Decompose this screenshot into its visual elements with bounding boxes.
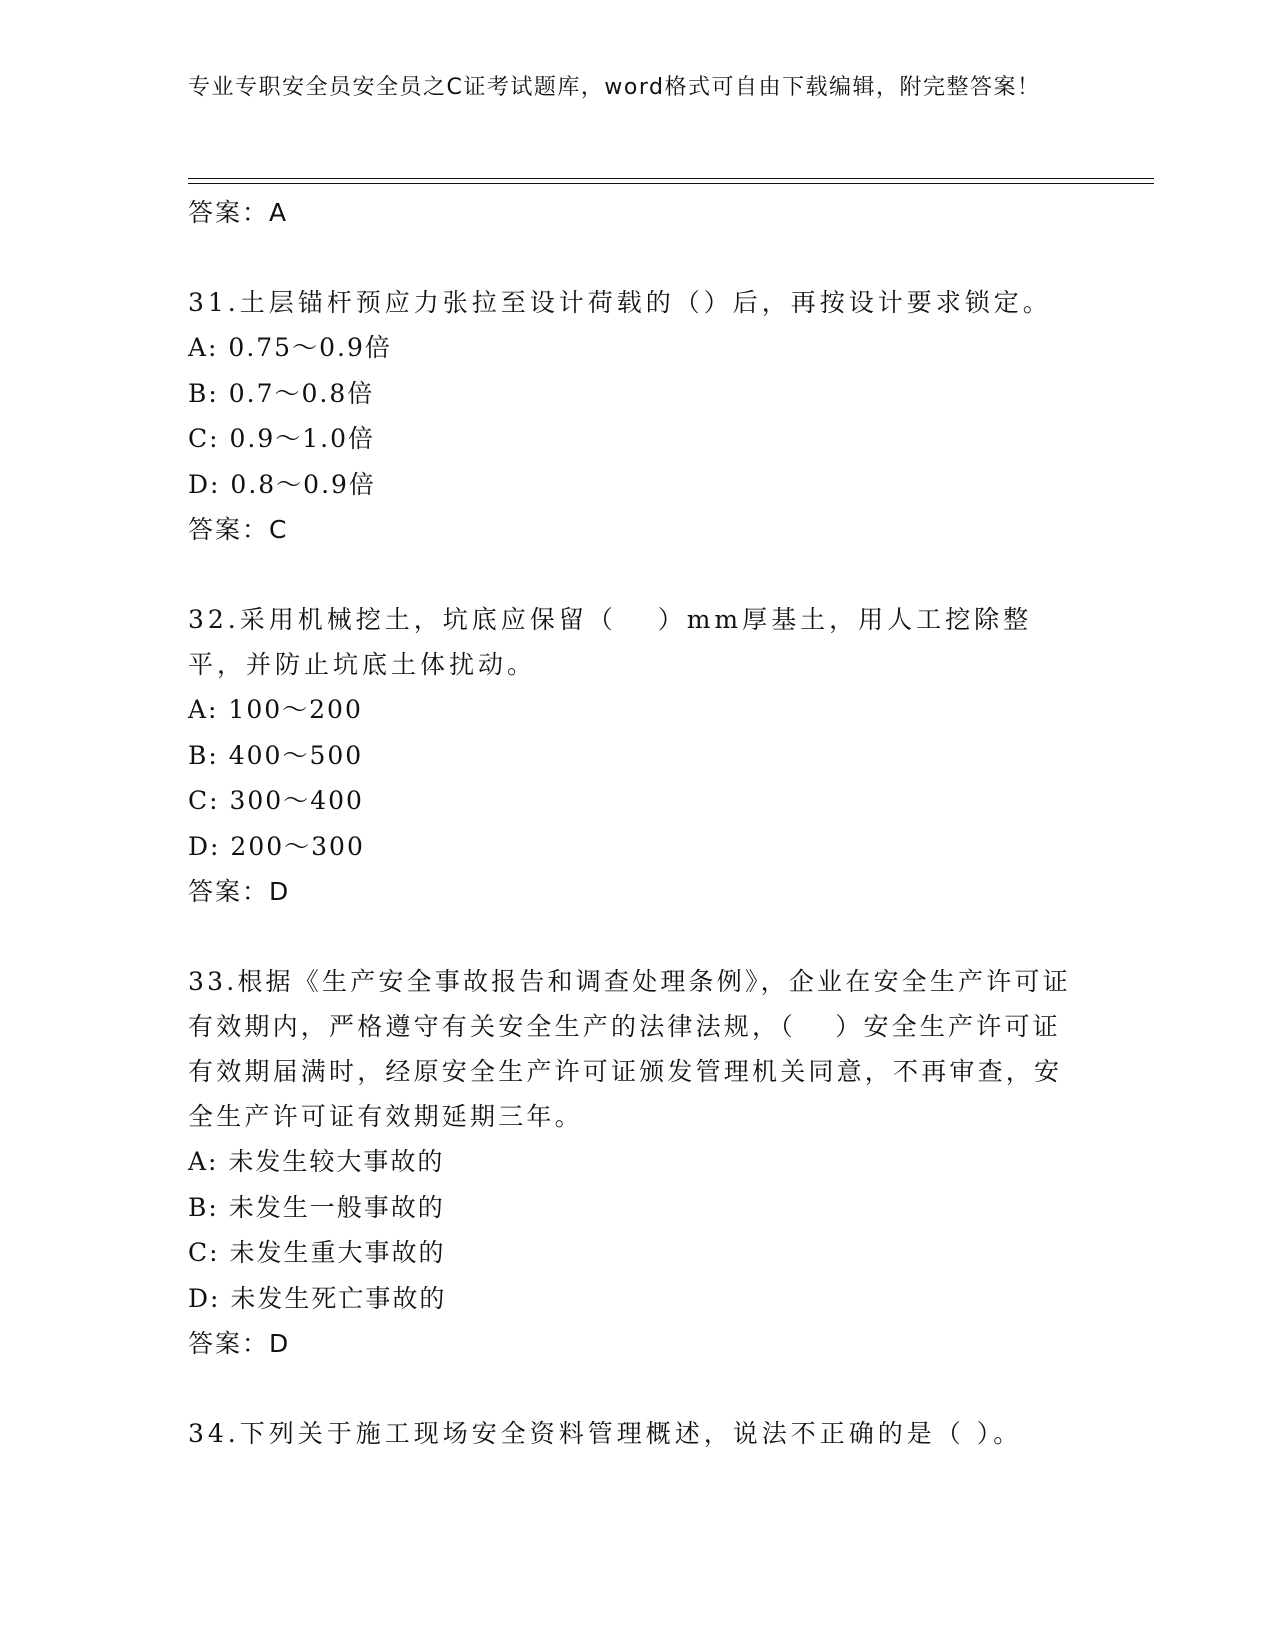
option-d: D: 0.8～0.9倍 bbox=[188, 469, 376, 499]
option-d: D: 200～300 bbox=[188, 831, 365, 861]
option-c: C: 0.9～1.0倍 bbox=[188, 424, 376, 453]
answer-label: 答案： bbox=[188, 515, 270, 544]
question-text: 32.采用机械挖土，坑底应保留（ ）mm厚基土，用人工挖除整平，并防止坑底土体扰动。 bbox=[188, 605, 1033, 679]
answer-line bbox=[188, 190, 1088, 236]
option-c: C: 未发生重大事故的 bbox=[188, 1238, 446, 1267]
header-double-rule bbox=[188, 178, 1154, 184]
question-list bbox=[188, 190, 1088, 1456]
question-text: 31.土层锚杆预应力张拉至设计荷载的（）后，再按设计要求锁定。 bbox=[188, 288, 1052, 317]
answer-line bbox=[188, 869, 1088, 915]
question-block bbox=[188, 597, 1088, 915]
answer-line bbox=[188, 507, 1088, 553]
answer-label: 答案： bbox=[188, 198, 270, 227]
option-c: C: 300～400 bbox=[188, 786, 364, 815]
question-text: 33.根据《生产安全事故报告和调查处理条例》，企业在安全生产许可证有效期内，严格遵守有关安全生产的法律法规，（ ）安全生产许可证有效期届满时，经原安全生产许可证颁发管理机关同意，不再审查，安全生产许可证有效期延期三年。 bbox=[188, 967, 1071, 1131]
option-b: B: 未发生一般事故的 bbox=[188, 1192, 445, 1222]
option-a: A: 未发生较大事故的 bbox=[188, 1147, 445, 1176]
option-b: B: 0.7～0.8倍 bbox=[188, 378, 375, 408]
option-b: B: 400～500 bbox=[188, 740, 364, 770]
option-a: A: 0.75～0.9倍 bbox=[188, 333, 392, 362]
answer-value: D bbox=[269, 877, 291, 906]
question-block bbox=[188, 1411, 1088, 1456]
page-header-title: 专业专职安全员安全员之C证考试题库，word格式可自由下载编辑，附完整答案！ bbox=[188, 75, 1041, 100]
question-text: 34.下列关于施工现场安全资料管理概述，说法不正确的是（ ）。 bbox=[188, 1419, 1023, 1448]
answer-value: C bbox=[269, 515, 289, 544]
answer-label: 答案： bbox=[188, 1329, 270, 1358]
option-d: D: 未发生死亡事故的 bbox=[188, 1283, 447, 1313]
answer-value: A bbox=[269, 198, 289, 227]
question-block bbox=[188, 959, 1088, 1367]
option-a: A: 100～200 bbox=[188, 695, 363, 724]
answer-line bbox=[188, 1321, 1088, 1367]
answer-value: D bbox=[269, 1329, 291, 1358]
answer-label: 答案： bbox=[188, 877, 270, 906]
question-block bbox=[188, 280, 1088, 553]
